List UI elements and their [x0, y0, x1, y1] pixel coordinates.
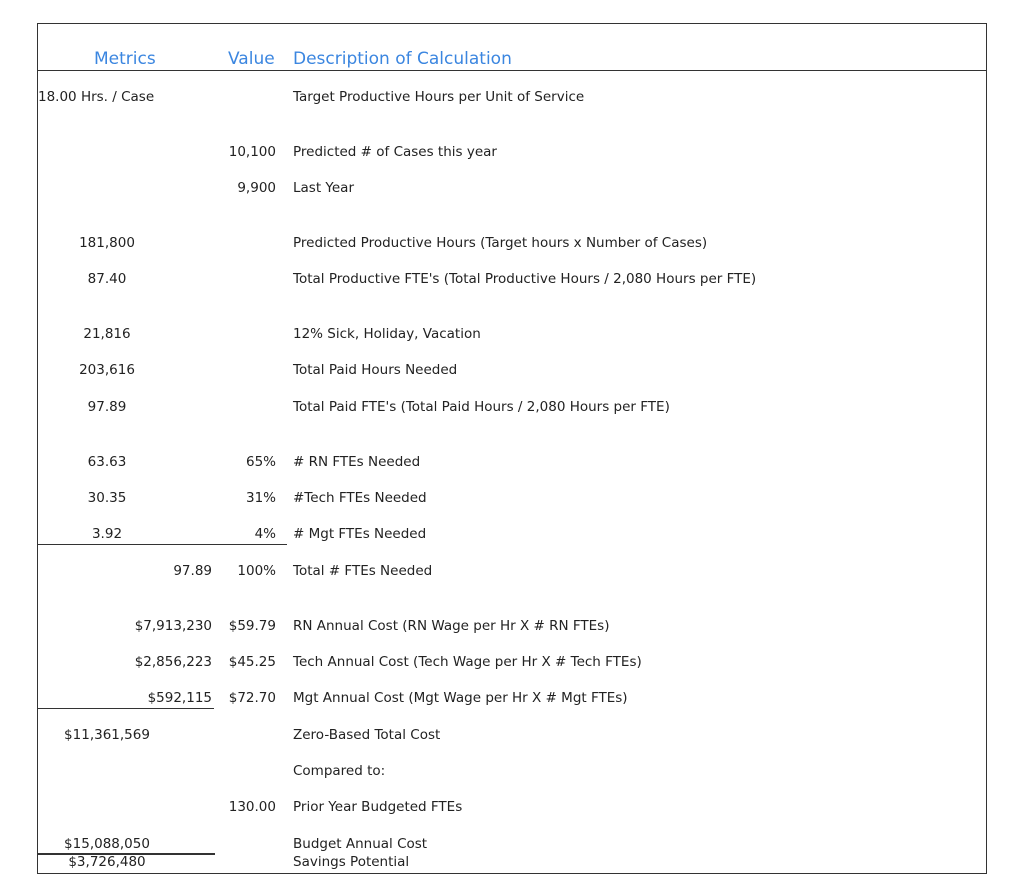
description-cell: Budget Annual Cost	[293, 836, 428, 852]
table-row	[0, 142, 1024, 162]
table-row	[0, 561, 1024, 581]
description-cell: Predicted # of Cases this year	[293, 144, 497, 160]
metric-cell: 97.89	[87, 399, 127, 415]
description-cell: Mgt Annual Cost (Mgt Wage per Hr X # Mgt FTEs)	[293, 690, 628, 706]
table-row	[0, 834, 1024, 854]
value-cell: 9,900	[237, 180, 276, 196]
description-cell: Predicted Productive Hours (Target hours x Number of Cases)	[293, 235, 708, 251]
description-cell: Zero-Based Total Cost	[293, 727, 441, 743]
table-row	[0, 688, 1024, 708]
description-cell: Target Productive Hours per Unit of Service	[293, 89, 585, 105]
value-column-header: Value	[228, 49, 275, 69]
metric-cell: $15,088,050	[64, 836, 150, 852]
description-column-header: Description of Calculation	[293, 49, 512, 69]
table-row	[0, 87, 1024, 107]
metric-cell: 21,816	[83, 326, 131, 342]
table-row	[0, 360, 1024, 380]
description-cell: Total Paid FTE's (Total Paid Hours / 2,080 Hours per FTE)	[293, 399, 670, 415]
value-cell: 10,100	[228, 144, 276, 160]
description-cell: Total Paid Hours Needed	[293, 362, 458, 378]
metric-cell: 3.92	[91, 526, 123, 542]
metrics-column-header: Metrics	[94, 49, 156, 69]
table-row	[0, 652, 1024, 672]
description-cell: Tech Annual Cost (Tech Wage per Hr X # Tech FTEs)	[293, 654, 642, 670]
value-cell: $45.25	[228, 654, 276, 670]
description-cell: Total # FTEs Needed	[293, 563, 433, 579]
metric-cell: $3,726,480	[68, 854, 146, 870]
table-row	[0, 233, 1024, 253]
metric-cell: 97.89	[173, 563, 212, 579]
value-cell: 31%	[245, 490, 276, 506]
description-cell: 12% Sick, Holiday, Vacation	[293, 326, 481, 342]
table-row	[0, 452, 1024, 472]
value-cell: 4%	[254, 526, 276, 542]
subtotal-rule	[37, 708, 214, 709]
description-cell: RN Annual Cost (RN Wage per Hr X # RN FTEs)	[293, 618, 610, 634]
description-cell: Total Productive FTE's (Total Productive Hours / 2,080 Hours per FTE)	[293, 271, 757, 287]
table-row	[0, 397, 1024, 417]
table-row	[0, 269, 1024, 289]
metric-cell: 63.63	[87, 454, 127, 470]
description-cell: Compared to:	[293, 763, 386, 779]
metric-cell: 181,800	[79, 235, 135, 251]
value-cell: $59.79	[228, 618, 276, 634]
description-cell: # RN FTEs Needed	[293, 454, 421, 470]
metric-cell: 18.00 Hrs. / Case	[38, 89, 155, 105]
table-row	[0, 852, 1024, 872]
metric-cell: 30.35	[87, 490, 127, 506]
description-cell: Prior Year Budgeted FTEs	[293, 799, 463, 815]
table-row	[0, 761, 1024, 781]
value-cell: 65%	[245, 454, 276, 470]
table-row	[0, 488, 1024, 508]
table-row	[0, 324, 1024, 344]
table-row	[0, 616, 1024, 636]
table-row	[0, 797, 1024, 817]
metric-cell: 87.40	[87, 271, 127, 287]
table-row	[0, 178, 1024, 198]
metric-cell: $7,913,230	[134, 618, 212, 634]
subtotal-rule	[37, 544, 287, 545]
description-cell: Last Year	[293, 180, 354, 196]
table-row	[0, 725, 1024, 745]
value-cell: 130.00	[228, 799, 276, 815]
table-row	[0, 524, 1024, 544]
description-cell: # Mgt FTEs Needed	[293, 526, 427, 542]
metric-cell: $11,361,569	[64, 727, 150, 743]
value-cell: $72.70	[228, 690, 276, 706]
metric-cell: $2,856,223	[134, 654, 212, 670]
metric-cell: 203,616	[79, 362, 135, 378]
description-cell: Savings Potential	[293, 854, 410, 870]
description-cell: #Tech FTEs Needed	[293, 490, 427, 506]
value-cell: 100%	[237, 563, 276, 579]
metric-cell: $592,115	[147, 690, 212, 706]
